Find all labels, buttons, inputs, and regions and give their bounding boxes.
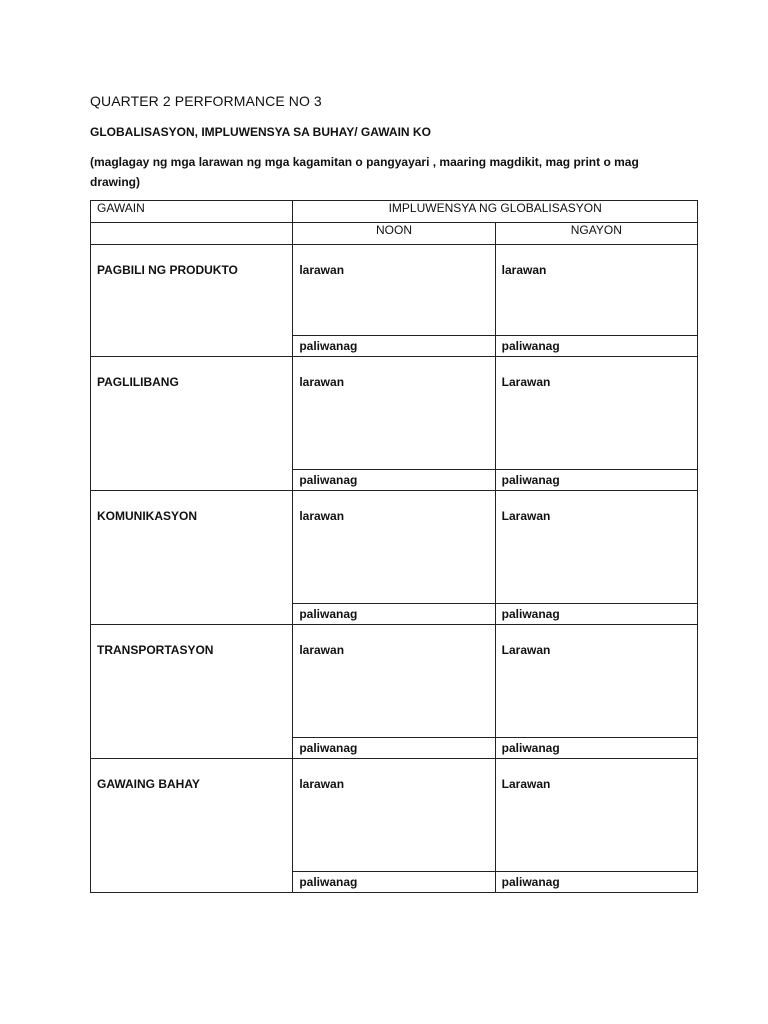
before-picture-cell[interactable]: larawan [293, 245, 495, 336]
activity-cell: PAGLILIBANG [91, 357, 293, 491]
header-activity: GAWAIN [91, 201, 293, 223]
before-picture-cell[interactable]: larawan [293, 625, 495, 738]
instructions-text: (maglagay ng mga larawan ng mga kagamitan o pangyayari , maaring magdikit, mag print o mag drawing) [90, 155, 639, 189]
header-empty-cell [91, 223, 293, 245]
header-now: NGAYON [495, 223, 697, 245]
now-picture-cell[interactable]: Larawan [495, 759, 697, 872]
worksheet-table [90, 200, 698, 893]
now-picture-cell[interactable]: Larawan [495, 491, 697, 604]
now-picture-cell[interactable]: Larawan [495, 357, 697, 470]
table-header-row [91, 201, 698, 223]
now-explanation-cell[interactable]: paliwanag [495, 336, 697, 357]
before-explanation-cell[interactable]: paliwanag [293, 738, 495, 759]
table-row [91, 491, 698, 604]
table-row [91, 357, 698, 470]
before-picture-cell[interactable]: larawan [293, 357, 495, 470]
activity-cell: TRANSPORTASYON [91, 625, 293, 759]
now-explanation-cell[interactable]: paliwanag [495, 470, 697, 491]
document-title: QUARTER 2 PERFORMANCE NO 3 [90, 93, 322, 109]
header-influence: IMPLUWENSYA NG GLOBALISASYON [293, 201, 698, 223]
now-explanation-cell[interactable]: paliwanag [495, 604, 697, 625]
now-explanation-cell[interactable]: paliwanag [495, 872, 697, 893]
before-explanation-cell[interactable]: paliwanag [293, 872, 495, 893]
before-explanation-cell[interactable]: paliwanag [293, 470, 495, 491]
before-explanation-cell[interactable]: paliwanag [293, 604, 495, 625]
table-row [91, 625, 698, 738]
activity-cell: KOMUNIKASYON [91, 491, 293, 625]
header-before: NOON [293, 223, 495, 245]
before-explanation-cell[interactable]: paliwanag [293, 336, 495, 357]
document-subtitle: GLOBALISASYON, IMPLUWENSYA SA BUHAY/ GAWAIN KO [90, 125, 431, 139]
before-picture-cell[interactable]: larawan [293, 759, 495, 872]
now-explanation-cell[interactable]: paliwanag [495, 738, 697, 759]
before-picture-cell[interactable]: larawan [293, 491, 495, 604]
activity-cell: PAGBILI NG PRODUKTO [91, 245, 293, 357]
table-row [91, 759, 698, 872]
table-row [91, 245, 698, 336]
now-picture-cell[interactable]: larawan [495, 245, 697, 336]
now-picture-cell[interactable]: Larawan [495, 625, 697, 738]
activity-cell: GAWAING BAHAY [91, 759, 293, 893]
table-subheader-row [91, 223, 698, 245]
